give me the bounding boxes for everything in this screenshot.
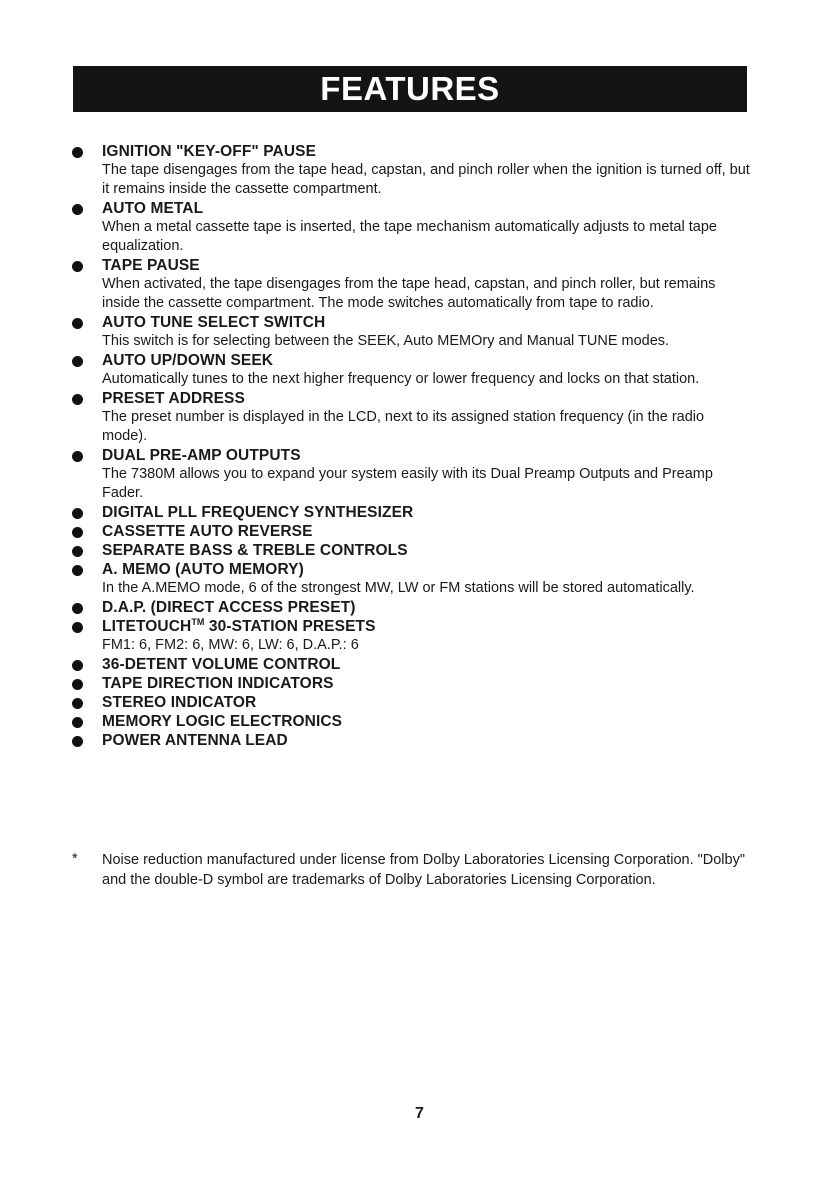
feature-item — [70, 351, 750, 389]
feature-item — [70, 256, 750, 313]
feature-title: 36-DETENT VOLUME CONTROL — [102, 656, 341, 673]
page-title: FEATURES — [320, 70, 500, 107]
page-number: 7 — [415, 1105, 424, 1122]
feature-title: SEPARATE BASS & TREBLE CONTROLS — [102, 542, 408, 559]
feature-item — [70, 503, 750, 522]
bullet-icon — [72, 261, 83, 272]
feature-title: AUTO TUNE SELECT SWITCH — [102, 314, 326, 331]
feature-title: IGNITION "KEY-OFF" PAUSE — [102, 143, 317, 160]
bullet-icon — [72, 717, 83, 728]
feature-title: AUTO UP/DOWN SEEK — [102, 352, 274, 369]
bullet-icon — [72, 546, 83, 557]
feature-title: DUAL PRE-AMP OUTPUTS — [102, 447, 301, 464]
feature-title-main: LITETOUCH — [102, 618, 192, 635]
feature-item — [70, 389, 750, 446]
footnote — [70, 851, 750, 890]
feature-description: In the A.MEMO mode, 6 of the strongest MW, LW or FM stations will be stored automatically. — [102, 580, 695, 596]
feature-item — [70, 655, 750, 674]
feature-description: The 7380M allows you to expand your system easily with its Dual Preamp Outputs and Preamp Fader. — [102, 466, 713, 501]
feature-description: When activated, the tape disengages from the tape head, capstan, and pinch roller, but remains inside the cassette compartment. The mode switches automatically from tape to radio. — [102, 276, 716, 311]
feature-description: Automatically tunes to the next higher frequency or lower frequency and locks on that station. — [102, 371, 700, 387]
feature-item — [70, 674, 750, 693]
feature-description: The tape disengages from the tape head, capstan, and pinch roller when the ignition is turned off, but it remains inside the cassette compartment. — [102, 162, 750, 197]
feature-item — [70, 541, 750, 560]
feature-item — [70, 712, 750, 731]
bullet-icon — [72, 451, 83, 462]
feature-item — [70, 617, 750, 655]
feature-description: The preset number is displayed in the LCD, next to its assigned station frequency (in the radio mode). — [102, 409, 705, 444]
bullet-icon — [72, 527, 83, 538]
bullet-icon — [72, 356, 83, 367]
feature-item — [70, 142, 750, 199]
bullet-icon — [72, 698, 83, 709]
feature-title: A. MEMO (AUTO MEMORY) — [102, 561, 304, 578]
feature-list — [70, 142, 750, 750]
feature-title: CASSETTE AUTO REVERSE — [102, 523, 313, 540]
feature-item — [70, 560, 750, 598]
bullet-icon — [72, 204, 83, 215]
bullet-icon — [72, 565, 83, 576]
feature-item — [70, 731, 750, 750]
bullet-icon — [72, 736, 83, 747]
footnote-marker: * — [72, 851, 78, 867]
feature-description: This switch is for selecting between the SEEK, Auto MEMOry and Manual TUNE modes. — [102, 333, 670, 349]
feature-title: TAPE PAUSE — [102, 257, 200, 274]
feature-title: DIGITAL PLL FREQUENCY SYNTHESIZER — [102, 504, 414, 521]
feature-item — [70, 446, 750, 503]
feature-title: AUTO METAL — [102, 200, 204, 217]
features-banner — [73, 66, 747, 112]
feature-title — [102, 617, 750, 636]
feature-title: TAPE DIRECTION INDICATORS — [102, 675, 334, 692]
bullet-icon — [72, 394, 83, 405]
bullet-icon — [72, 622, 83, 633]
trademark-mark: TM — [191, 616, 205, 627]
bullet-icon — [72, 508, 83, 519]
bullet-icon — [72, 603, 83, 614]
bullet-icon — [72, 147, 83, 158]
feature-title: MEMORY LOGIC ELECTRONICS — [102, 713, 343, 730]
bullet-icon — [72, 318, 83, 329]
feature-item — [70, 522, 750, 541]
feature-description: FM1: 6, FM2: 6, MW: 6, LW: 6, D.A.P.: 6 — [102, 637, 359, 653]
feature-description: When a metal cassette tape is inserted, the tape mechanism automatically adjusts to metal tape equalization. — [102, 219, 717, 254]
feature-item — [70, 693, 750, 712]
feature-title: STEREO INDICATOR — [102, 694, 257, 711]
feature-item — [70, 313, 750, 351]
feature-title: PRESET ADDRESS — [102, 390, 245, 407]
bullet-icon — [72, 660, 83, 671]
footnote-text: Noise reduction manufactured under license from Dolby Laboratories Licensing Corporation. "Dolby" and the double-D symbol are trademarks of Dolby Laboratories Licensing Corporation. — [102, 852, 745, 888]
feature-item — [70, 199, 750, 256]
feature-title: D.A.P. (DIRECT ACCESS PRESET) — [102, 599, 356, 616]
bullet-icon — [72, 679, 83, 690]
feature-title: POWER ANTENNA LEAD — [102, 732, 288, 749]
feature-item — [70, 598, 750, 617]
feature-title-rest: 30-STATION PRESETS — [204, 618, 376, 635]
